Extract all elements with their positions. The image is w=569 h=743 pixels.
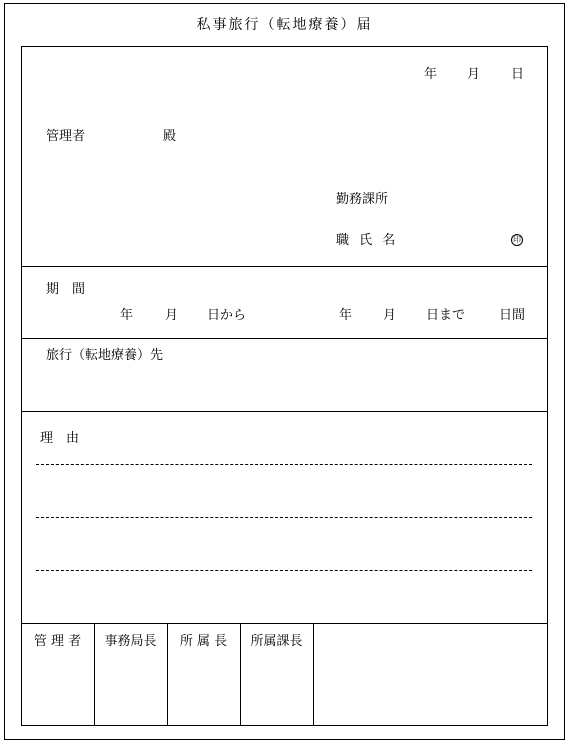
workplace-label: 勤務課所 [336, 192, 389, 207]
approval-manager-label: 管 理 者 [33, 634, 82, 649]
approval-section-chief-label: 所属課長 [250, 634, 303, 649]
period-from-day: 日から [207, 308, 247, 323]
approval-secretary-general-label: 事務局長 [104, 634, 157, 649]
period-to-month: 月 [383, 308, 397, 323]
reason-label: 理 由 [40, 431, 80, 446]
reason-line-2 [36, 517, 532, 518]
period-to-day: 日まで [426, 308, 466, 323]
reason-line-3 [36, 570, 532, 571]
date-month-label: 月 [467, 67, 481, 82]
addressee-honorific: 殿 [163, 129, 177, 144]
addressee-manager-label: 管理者 [46, 129, 86, 144]
approval-department-head-label: 所 属 長 [179, 634, 228, 649]
period-label: 期 間 [46, 282, 86, 297]
row-divider-2 [21, 338, 548, 339]
seal-icon: 印 [513, 235, 521, 244]
row-divider-3 [21, 411, 548, 412]
row-divider-4 [21, 623, 548, 624]
period-days: 日間 [499, 308, 526, 323]
approval-divider-4 [313, 623, 314, 726]
reason-line-1 [36, 464, 532, 465]
form-table [21, 46, 548, 726]
destination-label: 旅行（転地療養）先 [46, 348, 164, 363]
period-to-year: 年 [339, 308, 353, 323]
period-from-month: 月 [165, 308, 179, 323]
date-year-label: 年 [424, 67, 438, 82]
applicant-name-label: 職 氏 名 [336, 233, 399, 248]
period-from-year: 年 [120, 308, 134, 323]
date-day-label: 日 [511, 67, 525, 82]
row-divider-1 [21, 266, 548, 267]
form-title: 私事旅行（転地療養）届 [196, 17, 373, 33]
